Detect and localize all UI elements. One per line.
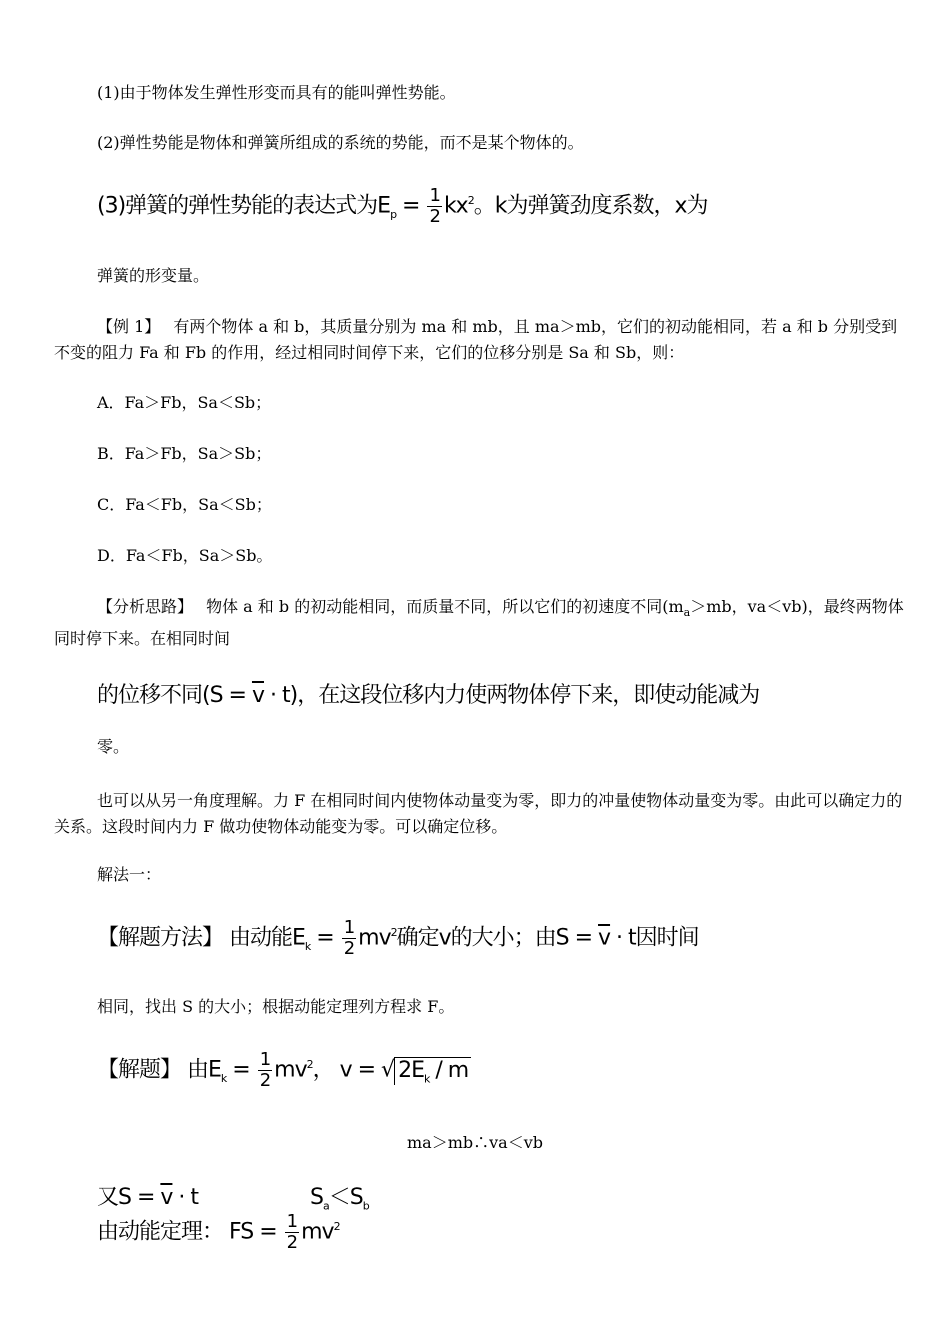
formula-s-relation: 又$S = \overline{v} \cdot t$ $S_a<S_b$ (97, 1185, 369, 1213)
fraction: $\frac{1}{2}$ (343, 917, 355, 959)
option-b: B．Fa＞Fb，Sa＞Sb； (97, 444, 272, 463)
text-line-2: (2)弹性势能是物体和弹簧所组成的系统的势能，而不是某个物体的。 (97, 133, 584, 152)
text-line-1: (1)由于物体发生弹性形变而具有的能叫弹性势能。 (97, 83, 456, 102)
formula-elastic-energy: (3)弹簧的弹性势能的表达式为$E_p$ = $\frac{1}{2}$ $kx^2$。k为弹簧劲度系数，x为 (97, 185, 708, 227)
formula-method: 【解题方法】 由动能$E_k$ = $\frac{1}{2}$ $mv^2$确定v的大小；由$S = \overline{v} \cdot t$因时间 (97, 917, 699, 959)
option-d: D．Fa＜Fb，Sa＞Sb。 (97, 546, 273, 565)
option-c: C．Fa＜Fb，Sa＜Sb； (97, 495, 272, 514)
fraction: $\frac{1}{2}$ (286, 1211, 298, 1253)
text-line-4: 弹簧的形变量。 (97, 266, 210, 285)
analysis: 【分析思路】 物体 a 和 b 的初动能相同，而质量不同，所以它们的初速度不同($m_a>mb$，va＜vb)，最终两物体同时停下来。在相同时间 (54, 597, 904, 649)
alternative-view: 也可以从另一角度理解。力 F 在相同时间内使物体动量变为零，即力的冲量使物体动量变为零。由此可以确定力的关系。这段时间内力 F 做功使物体动能变为零。可以确定位移。 (54, 791, 903, 836)
center-relation: ma＞mb∴va＜vb (407, 1133, 543, 1152)
square-root: $2E_k$ / m (394, 1057, 471, 1085)
fraction: $\frac{1}{2}$ (259, 1049, 271, 1091)
text-same-time: 相同，找出 S 的大小；根据动能定理列方程求 F。 (97, 997, 455, 1016)
formula-work-energy: 由动能定理： FS = $\frac{1}{2}$ $mv^2$ (97, 1211, 340, 1253)
solution-1-heading: 解法一： (97, 865, 162, 884)
option-a: A．Fa＞Fb，Sa＜Sb； (97, 393, 272, 412)
formula-solution: 【解题】 由$E_k$ = $\frac{1}{2}$ $mv^2$， v = √ $2E_k$ / m (97, 1050, 471, 1091)
text-zero: 零。 (97, 737, 130, 756)
formula-displacement: 的位移不同$(S = \overline{v} \cdot t)$，在这段位移内力使两物体停下来，即使动能减为 (97, 683, 760, 708)
fraction: $\frac{1}{2}$ (429, 185, 440, 227)
example-1: 【例 1】 有两个物体 a 和 b，其质量分别为 ma 和 mb，且 ma＞mb，它们的初动能相同，若 a 和 b 分别受到不变的阻力 Fa 和 Fb 的作用，经过相同时间停下来，它们的位移分别是 Sa 和 Sb，则： (54, 317, 898, 362)
